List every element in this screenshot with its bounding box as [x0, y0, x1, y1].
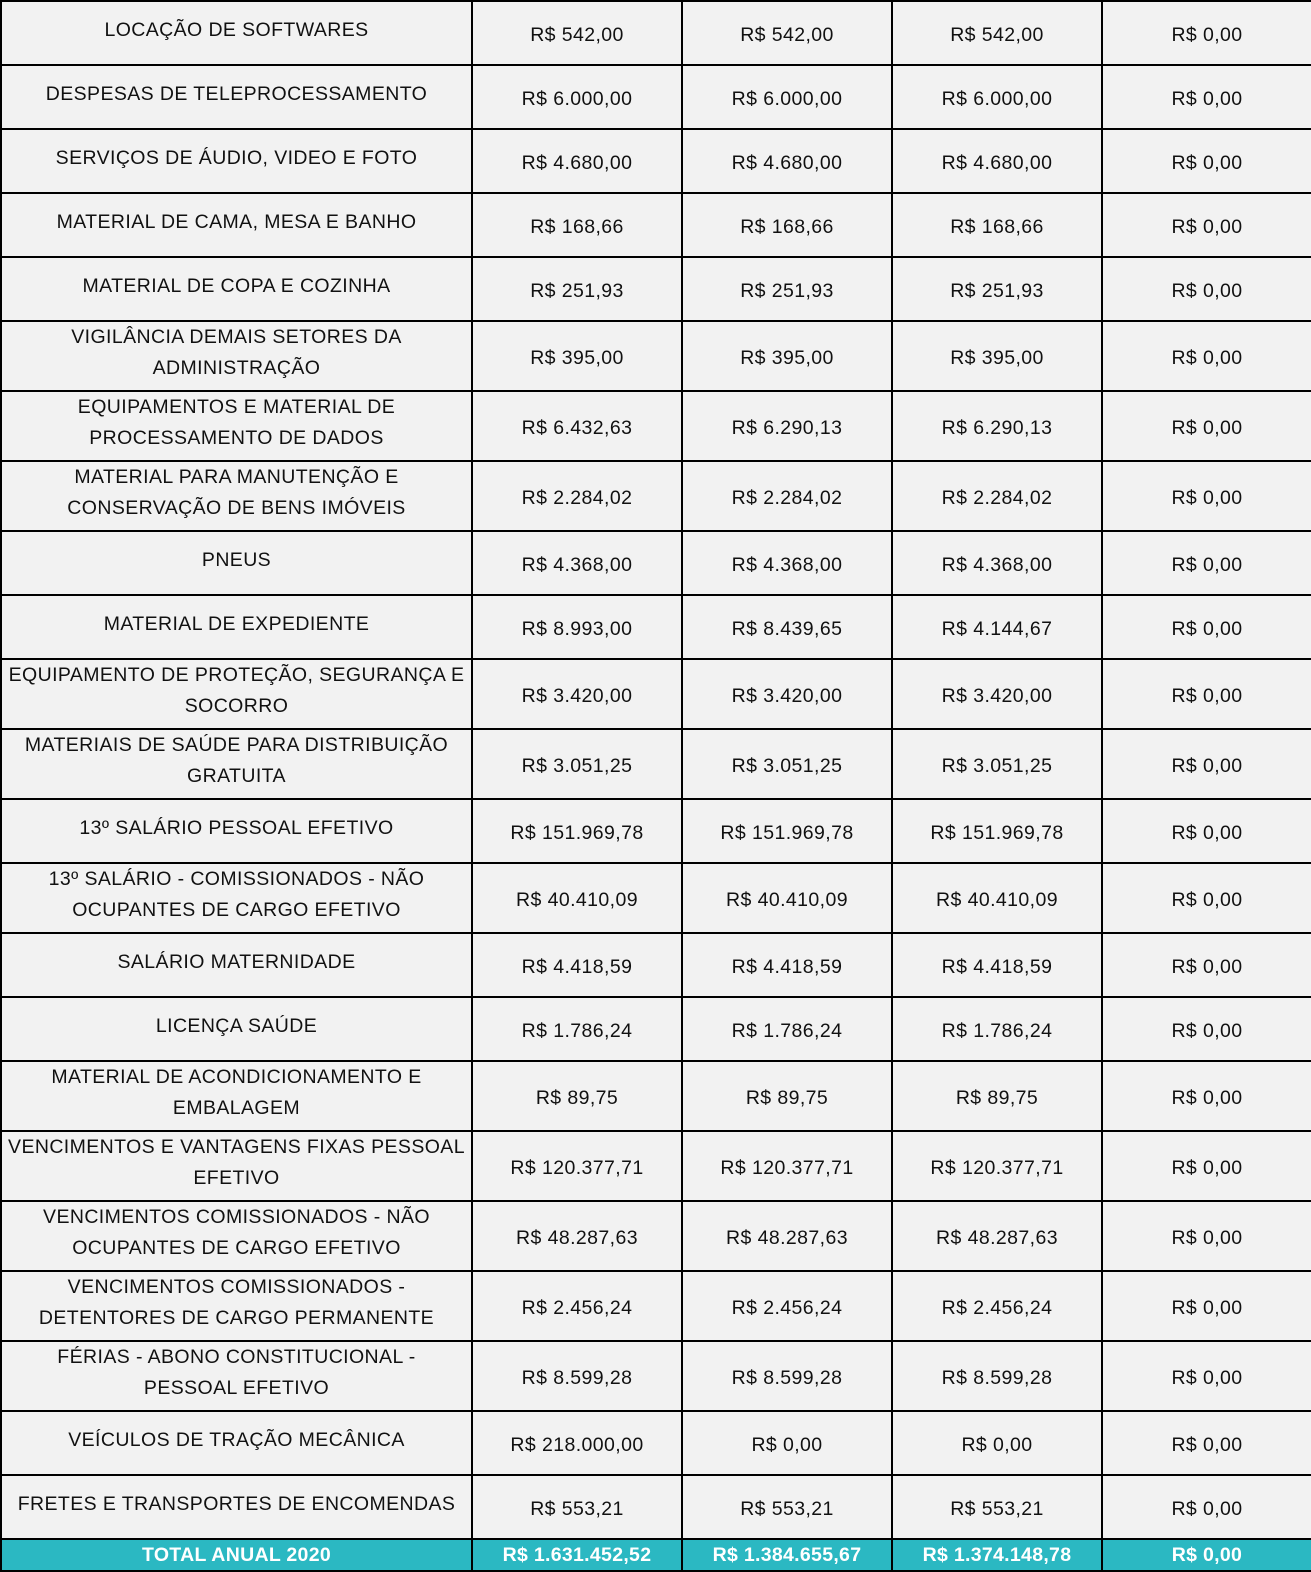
table-row [1, 461, 1311, 531]
table-row [1, 1411, 1311, 1475]
value-cell-1: R$ 2.284,02 [472, 461, 682, 531]
row-description: VIGILÂNCIA DEMAIS SETORES DA ADMINISTRAÇÃO [1, 321, 472, 391]
table-row [1, 531, 1311, 595]
value-cell-2: R$ 6.290,13 [682, 391, 892, 461]
table-row [1, 933, 1311, 997]
table-row [1, 193, 1311, 257]
value-cell-3: R$ 40.410,09 [892, 863, 1102, 933]
value-cell-2: R$ 8.439,65 [682, 595, 892, 659]
table-row [1, 799, 1311, 863]
value-cell-2: R$ 553,21 [682, 1475, 892, 1539]
value-cell-4: R$ 0,00 [1102, 1341, 1311, 1411]
value-cell-3: R$ 6.290,13 [892, 391, 1102, 461]
row-description: FRETES E TRANSPORTES DE ENCOMENDAS [1, 1475, 472, 1539]
value-cell-2: R$ 120.377,71 [682, 1131, 892, 1201]
table-row [1, 1271, 1311, 1341]
value-cell-4: R$ 0,00 [1102, 193, 1311, 257]
value-cell-4: R$ 0,00 [1102, 729, 1311, 799]
table-row [1, 997, 1311, 1061]
value-cell-4: R$ 0,00 [1102, 129, 1311, 193]
value-cell-3: R$ 0,00 [892, 1411, 1102, 1475]
table-row [1, 257, 1311, 321]
value-cell-2: R$ 3.420,00 [682, 659, 892, 729]
table-row [1, 321, 1311, 391]
value-cell-2: R$ 151.969,78 [682, 799, 892, 863]
value-cell-1: R$ 553,21 [472, 1475, 682, 1539]
row-description: MATERIAL DE ACONDICIONAMENTO E EMBALAGEM [1, 1061, 472, 1131]
value-cell-4: R$ 0,00 [1102, 1061, 1311, 1131]
value-cell-2: R$ 542,00 [682, 1, 892, 65]
value-cell-3: R$ 1.786,24 [892, 997, 1102, 1061]
value-cell-4: R$ 0,00 [1102, 461, 1311, 531]
value-cell-4: R$ 0,00 [1102, 1475, 1311, 1539]
value-cell-2: R$ 168,66 [682, 193, 892, 257]
value-cell-3: R$ 251,93 [892, 257, 1102, 321]
value-cell-4: R$ 0,00 [1102, 997, 1311, 1061]
value-cell-4: R$ 0,00 [1102, 1271, 1311, 1341]
value-cell-2: R$ 2.284,02 [682, 461, 892, 531]
row-description: MATERIAL DE CAMA, MESA E BANHO [1, 193, 472, 257]
value-cell-1: R$ 4.368,00 [472, 531, 682, 595]
row-description: EQUIPAMENTO DE PROTEÇÃO, SEGURANÇA E SOCORRO [1, 659, 472, 729]
value-cell-1: R$ 48.287,63 [472, 1201, 682, 1271]
row-description: SERVIÇOS DE ÁUDIO, VIDEO E FOTO [1, 129, 472, 193]
total-label: TOTAL ANUAL 2020 [1, 1539, 472, 1571]
value-cell-2: R$ 48.287,63 [682, 1201, 892, 1271]
value-cell-2: R$ 89,75 [682, 1061, 892, 1131]
value-cell-4: R$ 0,00 [1102, 1201, 1311, 1271]
table-row [1, 1, 1311, 65]
value-cell-1: R$ 151.969,78 [472, 799, 682, 863]
row-description: LICENÇA SAÚDE [1, 997, 472, 1061]
table-row [1, 65, 1311, 129]
row-description: VENCIMENTOS COMISSIONADOS - DETENTORES DE CARGO PERMANENTE [1, 1271, 472, 1341]
row-description: PNEUS [1, 531, 472, 595]
table-row [1, 1475, 1311, 1539]
value-cell-3: R$ 3.051,25 [892, 729, 1102, 799]
value-cell-3: R$ 542,00 [892, 1, 1102, 65]
row-description: DESPESAS DE TELEPROCESSAMENTO [1, 65, 472, 129]
value-cell-1: R$ 542,00 [472, 1, 682, 65]
table-row [1, 729, 1311, 799]
value-cell-3: R$ 4.680,00 [892, 129, 1102, 193]
value-cell-3: R$ 4.144,67 [892, 595, 1102, 659]
value-cell-1: R$ 4.680,00 [472, 129, 682, 193]
table-row [1, 1131, 1311, 1201]
table-row [1, 1201, 1311, 1271]
row-description: MATERIAIS DE SAÚDE PARA DISTRIBUIÇÃO GRATUITA [1, 729, 472, 799]
value-cell-1: R$ 120.377,71 [472, 1131, 682, 1201]
value-cell-4: R$ 0,00 [1102, 1, 1311, 65]
value-cell-2: R$ 0,00 [682, 1411, 892, 1475]
value-cell-4: R$ 0,00 [1102, 1131, 1311, 1201]
value-cell-3: R$ 4.368,00 [892, 531, 1102, 595]
value-cell-3: R$ 2.284,02 [892, 461, 1102, 531]
row-description: SALÁRIO MATERNIDADE [1, 933, 472, 997]
value-cell-1: R$ 3.051,25 [472, 729, 682, 799]
value-cell-2: R$ 4.680,00 [682, 129, 892, 193]
value-cell-4: R$ 0,00 [1102, 863, 1311, 933]
total-value-1: R$ 1.631.452,52 [472, 1539, 682, 1571]
value-cell-1: R$ 6.432,63 [472, 391, 682, 461]
value-cell-3: R$ 395,00 [892, 321, 1102, 391]
value-cell-3: R$ 3.420,00 [892, 659, 1102, 729]
value-cell-4: R$ 0,00 [1102, 257, 1311, 321]
row-description: MATERIAL DE EXPEDIENTE [1, 595, 472, 659]
value-cell-3: R$ 8.599,28 [892, 1341, 1102, 1411]
row-description: MATERIAL PARA MANUTENÇÃO E CONSERVAÇÃO DE BENS IMÓVEIS [1, 461, 472, 531]
row-description: 13º SALÁRIO - COMISSIONADOS - NÃO OCUPANTES DE CARGO EFETIVO [1, 863, 472, 933]
value-cell-4: R$ 0,00 [1102, 391, 1311, 461]
value-cell-2: R$ 8.599,28 [682, 1341, 892, 1411]
row-description: LOCAÇÃO DE SOFTWARES [1, 1, 472, 65]
table-row [1, 1061, 1311, 1131]
total-value-2: R$ 1.384.655,67 [682, 1539, 892, 1571]
value-cell-4: R$ 0,00 [1102, 321, 1311, 391]
table-body [1, 1, 1311, 1571]
value-cell-3: R$ 89,75 [892, 1061, 1102, 1131]
value-cell-3: R$ 2.456,24 [892, 1271, 1102, 1341]
value-cell-2: R$ 2.456,24 [682, 1271, 892, 1341]
value-cell-3: R$ 553,21 [892, 1475, 1102, 1539]
value-cell-1: R$ 3.420,00 [472, 659, 682, 729]
value-cell-2: R$ 4.418,59 [682, 933, 892, 997]
value-cell-3: R$ 151.969,78 [892, 799, 1102, 863]
value-cell-4: R$ 0,00 [1102, 659, 1311, 729]
value-cell-2: R$ 3.051,25 [682, 729, 892, 799]
value-cell-4: R$ 0,00 [1102, 531, 1311, 595]
row-description: EQUIPAMENTOS E MATERIAL DE PROCESSAMENTO DE DADOS [1, 391, 472, 461]
value-cell-4: R$ 0,00 [1102, 65, 1311, 129]
row-description: MATERIAL DE COPA E COZINHA [1, 257, 472, 321]
row-description: VEÍCULOS DE TRAÇÃO MECÂNICA [1, 1411, 472, 1475]
total-row [1, 1539, 1311, 1571]
value-cell-2: R$ 40.410,09 [682, 863, 892, 933]
total-value-4: R$ 0,00 [1102, 1539, 1311, 1571]
value-cell-2: R$ 395,00 [682, 321, 892, 391]
value-cell-1: R$ 8.993,00 [472, 595, 682, 659]
value-cell-1: R$ 395,00 [472, 321, 682, 391]
value-cell-3: R$ 168,66 [892, 193, 1102, 257]
row-description: VENCIMENTOS E VANTAGENS FIXAS PESSOAL EFETIVO [1, 1131, 472, 1201]
value-cell-1: R$ 89,75 [472, 1061, 682, 1131]
value-cell-2: R$ 6.000,00 [682, 65, 892, 129]
value-cell-1: R$ 4.418,59 [472, 933, 682, 997]
value-cell-3: R$ 48.287,63 [892, 1201, 1102, 1271]
value-cell-4: R$ 0,00 [1102, 799, 1311, 863]
table-row [1, 863, 1311, 933]
table-row [1, 129, 1311, 193]
total-value-3: R$ 1.374.148,78 [892, 1539, 1102, 1571]
value-cell-1: R$ 218.000,00 [472, 1411, 682, 1475]
value-cell-1: R$ 251,93 [472, 257, 682, 321]
value-cell-3: R$ 120.377,71 [892, 1131, 1102, 1201]
value-cell-1: R$ 8.599,28 [472, 1341, 682, 1411]
value-cell-2: R$ 1.786,24 [682, 997, 892, 1061]
value-cell-2: R$ 4.368,00 [682, 531, 892, 595]
value-cell-1: R$ 2.456,24 [472, 1271, 682, 1341]
row-description: 13º SALÁRIO PESSOAL EFETIVO [1, 799, 472, 863]
value-cell-1: R$ 168,66 [472, 193, 682, 257]
row-description: FÉRIAS - ABONO CONSTITUCIONAL - PESSOAL EFETIVO [1, 1341, 472, 1411]
value-cell-3: R$ 6.000,00 [892, 65, 1102, 129]
value-cell-3: R$ 4.418,59 [892, 933, 1102, 997]
row-description: VENCIMENTOS COMISSIONADOS - NÃO OCUPANTES DE CARGO EFETIVO [1, 1201, 472, 1271]
value-cell-2: R$ 251,93 [682, 257, 892, 321]
value-cell-1: R$ 1.786,24 [472, 997, 682, 1061]
value-cell-4: R$ 0,00 [1102, 1411, 1311, 1475]
table-row [1, 659, 1311, 729]
table-row [1, 391, 1311, 461]
value-cell-1: R$ 6.000,00 [472, 65, 682, 129]
value-cell-4: R$ 0,00 [1102, 933, 1311, 997]
table-row [1, 595, 1311, 659]
value-cell-1: R$ 40.410,09 [472, 863, 682, 933]
table-row [1, 1341, 1311, 1411]
value-cell-4: R$ 0,00 [1102, 595, 1311, 659]
